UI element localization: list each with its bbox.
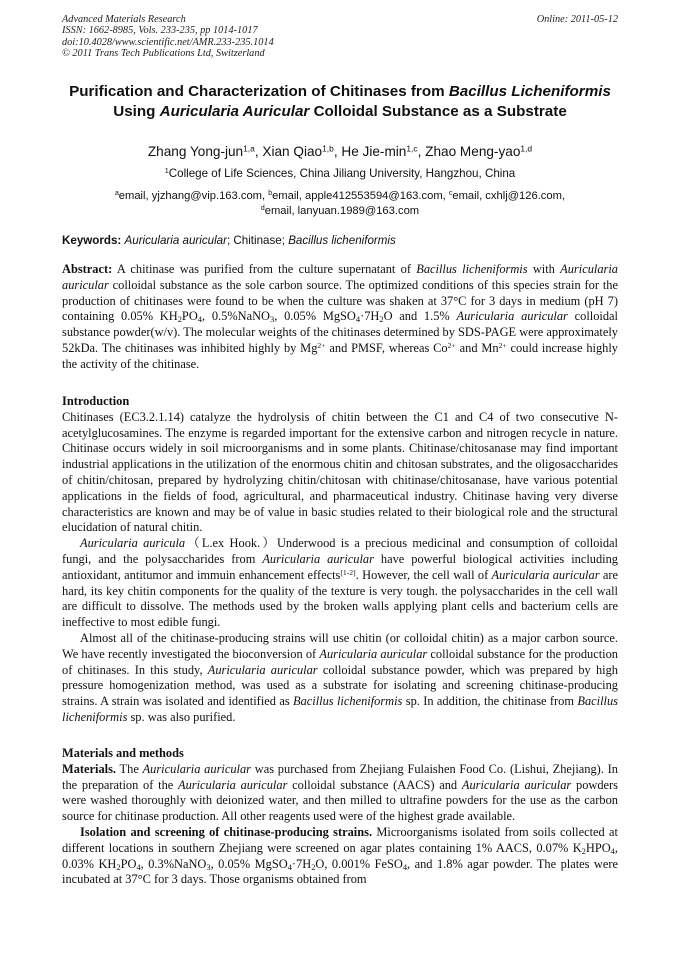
abstract [62,262,618,373]
run-in-heading: Materials. [62,761,117,776]
keyword: Auricularia auricular [124,234,227,247]
copyright-line: © 2011 Trans Tech Publications Ltd, Switzerland [62,47,265,59]
subscript: 4 [402,861,408,872]
author-affiliation-mark: 1,c [406,143,418,154]
journal-header [62,14,618,59]
body-text: sp. was also purified. [127,709,236,724]
body-text: PO [120,856,137,871]
email-address[interactable]: email, cxhlj@126.com, [452,190,566,202]
author-name: Zhao Meng-yao [425,144,521,159]
body-text: colloidal substance powder, which was prepared by high pressure homogenization method, was used as a substrate for isolating and screening chitinase-producing strains. A strain was isolated and identified as [62,662,618,709]
body-text: Auricularia auricular [262,551,374,566]
email-mark: c [448,190,453,198]
subscript: 2 [379,314,384,325]
abstract-text: Auricularia auricular [62,262,618,292]
email-address[interactable]: email, yjzhang@vip.163.com, [118,190,269,202]
body-paragraph [62,825,618,888]
author-list: Zhang Yong-jun$^{1,a}$, Xian Qiao$^{1,b}$, He Jie-$\min^{1,c}$, Zhao Meng-yao$^{1,d}$ [147,143,533,159]
keywords [62,233,618,248]
journal-name: Advanced Materials Research [62,14,186,25]
subscript: 4 [136,861,141,872]
affiliation [62,166,618,181]
subscript: 2 [177,314,182,325]
issn-line: ISSN: 1662-8985, Vols. 233-235, pp 1014-1017 [62,25,258,37]
subscript: 2 [116,861,121,872]
author-name: Xian Qiao [262,144,323,159]
body-text: , and 1.8% agar powder. The plates were incubated at 37°C for 3 days. Those organisms obtained from [62,856,619,887]
introduction-section [62,394,618,726]
body-text: （L.ex Hook.）Underwood is a precious medicinal and consumption of colloidal fungi, and the polysaccharides from [62,536,618,566]
body-text: Auricularia auricular [491,567,600,582]
abstract-text: , 0.05% MgSO [274,309,356,324]
superscript: 2+ [447,340,456,350]
body-text: ·7H [291,856,312,871]
subscript: 2 [581,845,586,856]
abstract-text: PO [181,309,198,324]
body-text: Almost all of the chitinase-producing strains will use chitin (or colloidal chitin) as a major carbon source. We have recently investigated the bioconversion of [62,630,618,661]
body-text: , 0.3%NaNO [140,856,207,871]
section-heading: Introduction [62,394,130,408]
body-text: Auricularia auricular [207,662,318,677]
email-mark: a [114,190,119,198]
author-affiliation-mark: 1,a [243,143,255,154]
body-text: O, 0.001% FeSO [315,856,403,871]
author-name: Zhang Yong-jun [147,144,244,159]
subscript: 3 [270,314,275,325]
abstract-text: and PMSF, whereas Co [325,340,448,355]
body-text: colloidal substance for the production of chitinases. In this study, [62,646,618,677]
subscript: 4 [355,314,361,325]
abstract-text: Auricularia auricular [456,309,568,324]
body-text: sp. In addition, the chitinase from [402,694,578,709]
subscript: 4 [610,845,615,856]
body-text: powders were washed thoroughly with deionized water, and then milled to ultrafine powders for the use as the carbon source for chitinase production. All other reagents used were of the highest grade available. [62,777,618,824]
title-text: Using [113,102,160,120]
keyword: Bacillus licheniformis [288,234,396,247]
body-text: The [116,761,143,776]
superscript: 2+ [498,340,507,350]
body-text: Bacillus licheniformis [293,694,403,709]
title-text: Purification and Characterization of Chitinases from [69,83,449,100]
abstract-text: colloidal substance powder(w/v). The molecular weights of the chitinases determined by SDS-PAGE were approximately 52kDa. The chitinases was inhibited highly by Mg [62,309,618,355]
body-text: have powerful biological activities including antioxidant, antitumor and immuin enhancement effects [62,551,618,582]
abstract-text: with [527,262,561,276]
abstract-text: Bacillus licheniformis [416,262,528,276]
body-text: Auricularia auricular [319,646,428,661]
abstract-text: , 0.5%NaNO [201,309,270,324]
email-mark: d [260,204,265,212]
body-text: Auricularia auricular [142,761,251,776]
body-text: HPO [585,840,611,855]
subscript: 2 [311,861,316,872]
author-affiliation-mark: 1,d [520,143,533,154]
body-paragraph [62,536,618,631]
body-text: , 0.05% MgSO [210,856,288,871]
online-date: Online: 2011-05-12 [536,14,618,25]
abstract-paragraph [62,262,618,373]
superscript: 2+ [317,340,326,350]
body-text: colloidal substance (AACS) and [287,777,462,792]
run-in-heading: Isolation and screening of chitinase-producing strains. [80,824,373,839]
body-text: Microorganisms isolated from soils collected at different locations in southern Zhejiang were screened on agar plates containing 1% AACS, 0.07% K [62,824,618,855]
body-text: , 0.03% KH [62,840,618,871]
subscript: 4 [287,861,292,872]
title-species: Bacillus Licheniformis [448,83,611,100]
body-paragraph [62,762,618,825]
subscript: 4 [197,314,202,325]
email-address[interactable]: email, lanyuan.1989@163.com [264,204,420,217]
body-text: . However, the cell wall of [355,567,492,582]
body-paragraph: Chitinases (EC3.2.1.14) catalyze the hydrolysis of chitin between the C1 and C4 of two consecutive N-acetylglucosamines. The enzyme is regarded important for the extensive carbon and nitrogen recycle in nature. Chitinase occurs widely in soil microorganisms and in some plants. Chitinase/chitosanase may find important industrial applications in the utilization of the enormous chitin and chitosan substrates, and the oligosaccharides of chitin/chitosan, prepared by hydrolyzing chitin/chitosan with chitinase/chitosanase, have various potential applications in the fields of food, agricultural, and pharmaceutical industry. Chitinase having very diverse characteristics are known and may be of value in basic studies related to their biological role and the structural elucidation of natural chitin. [62,409,618,535]
author-affiliation-mark: 1,b [322,143,334,154]
keywords-label: Keywords: [62,234,122,247]
doi-line: doi:10.4028/www.scientific.net/AMR.233-235.1014 [62,36,274,48]
citation: [1-2] [340,567,356,577]
abstract-label: Abstract: [62,262,113,276]
abstract-text: could increase highly the activity of the chitinase. [62,340,618,371]
body-paragraph [62,631,618,726]
body-text: Auricularia auricula [80,536,186,551]
paper-title [62,82,618,121]
keyword: ; Chitinase; [226,234,289,247]
body-text: Auricularia auricular [178,777,288,792]
abstract-text: and Mn [455,340,499,355]
email-list [62,189,618,218]
body-text: Auricularia auricular [461,777,572,792]
body-text: are hard, its key chitin components for the quality of the texture is very tough. the polysaccharides in the cell wall are difficult to dissolve. The methods used by the broken walls applying plant cells and bacterium cells are ineffective to most edible fungi. [62,567,619,630]
title-substrate: Auricularia Auricular [159,102,310,120]
email-address[interactable]: email, apple412553594@163.com, [272,190,449,202]
author-name: He Jie-min [341,144,407,159]
section-heading: Materials and methods [62,746,184,760]
body-text: Bacillus licheniformis [62,694,618,724]
abstract-text: O and 1.5% [383,309,457,324]
affiliation-text: College of Life Sciences, China Jiliang University, Hangzhou, China [168,167,516,180]
abstract-text: ·7H [360,309,380,324]
affiliation-mark: 1 [164,166,169,176]
abstract-text: colloidal substance as the sole carbon source. The optimized conditions of this species strain for the production of chitinases were found to be when the culture was shaken at 37°C for 3 days in medium (pH 7) containing 0.05% KH [62,277,618,324]
subscript: 3 [206,861,211,872]
email-mark: b [268,190,273,198]
methods-section [62,746,618,888]
body-text: was purchased from Zhejiang Fulaishen Food Co. (Lishui, Zhejiang). In the preparation of the [62,761,618,792]
abstract-text: A chitinase was purified from the culture supernatant of [112,262,417,276]
title-text: Colloidal Substance as a Substrate [309,102,567,120]
